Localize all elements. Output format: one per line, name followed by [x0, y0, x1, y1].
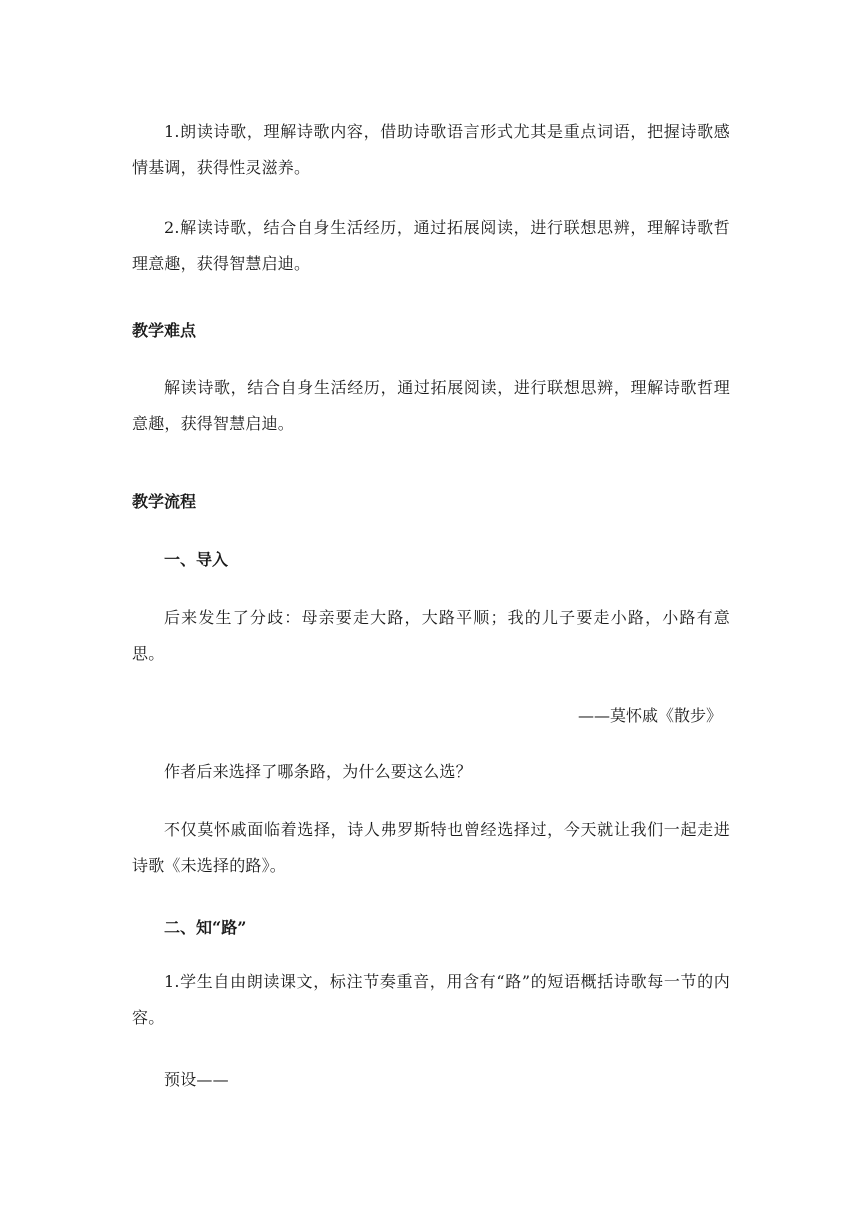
section-2-task-1: 1.学生自由朗读课文，标注节奏重音，用含有“路”的短语概括诗歌每一节的内容。 — [132, 972, 730, 1027]
process-heading: 教学流程 — [132, 492, 197, 511]
section-1-question: 作者后来选择了哪条路，为什么要这么选？ — [164, 762, 472, 781]
difficulty-heading: 教学难点 — [132, 321, 197, 340]
section-2-heading: 二、知“路” — [164, 918, 247, 937]
section-1-quote: 后来发生了分歧：母亲要走大路，大路平顺；我的儿子要走小路，小路有意思。 — [132, 608, 730, 663]
quote-attribution: ——莫怀戚《散步》 — [577, 706, 722, 725]
section-1-intro: 不仅莫怀戚面临着选择，诗人弗罗斯特也曾经选择过，今天就让我们一起走进诗歌《未选择的路》。 — [132, 820, 730, 875]
difficulty-text: 解读诗歌，结合自身生活经历，通过拓展阅读，进行联想思辨，理解诗歌哲理意趣，获得智慧启迪。 — [132, 378, 730, 433]
section-2-preset: 预设—— — [164, 1070, 229, 1089]
section-1-heading: 一、导入 — [164, 550, 229, 569]
teaching-goal-2: 2.解读诗歌，结合自身生活经历，通过拓展阅读，进行联想思辨，理解诗歌哲理意趣，获得智慧启迪。 — [132, 218, 730, 273]
teaching-goal-1: 1.朗读诗歌，理解诗歌内容，借助诗歌语言形式尤其是重点词语，把握诗歌感情基调，获得性灵滋养。 — [132, 122, 730, 177]
